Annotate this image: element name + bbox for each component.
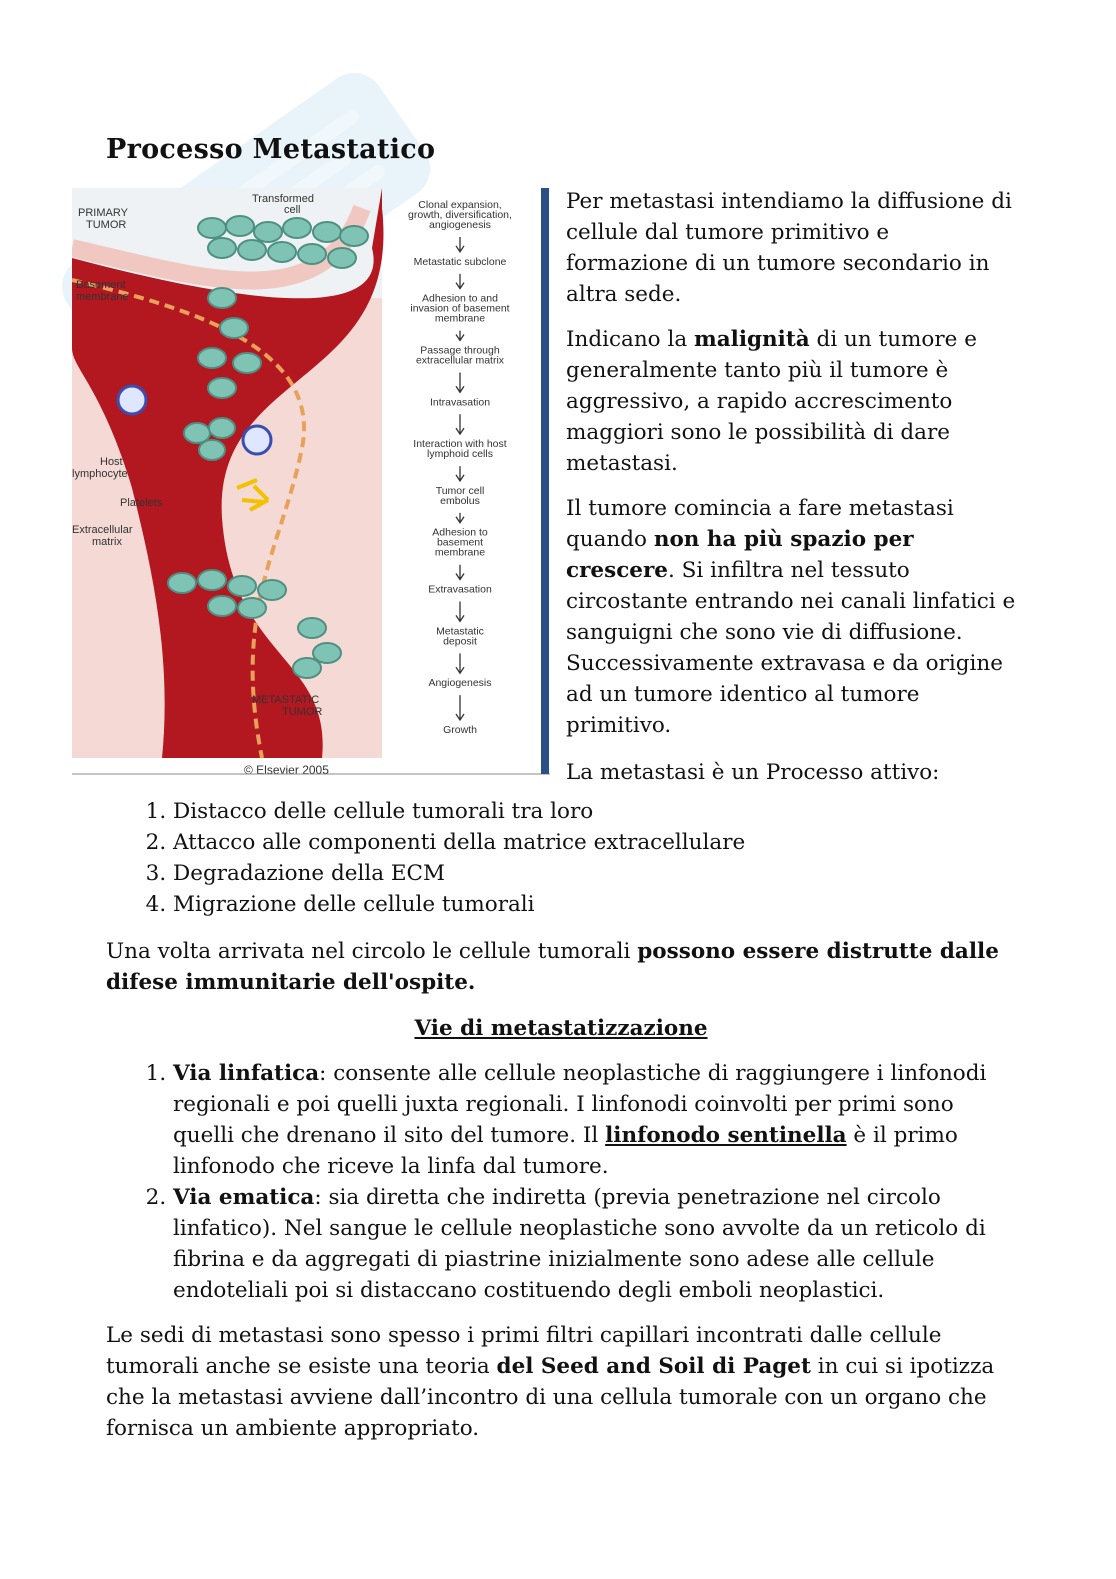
list-item: 1. Via linfatica: consente alle cellule neoplastiche di raggiungere i linfonodi regionali e poi quelli juxta regionali. I linfonodi coinvolti per primi sono quelli che drenano il sito del tumore. Il linfonodo sentinella è il primo linfonodo che riceve la linfa dal tumore. xyxy=(173,1058,1016,1182)
intro-paragraph-4: La metastasi è un Processo attivo: xyxy=(566,760,940,785)
figure-step-label: extracellular matrix xyxy=(415,354,505,367)
figure-step-label: growth, diversification, xyxy=(408,209,512,221)
metastasis-figure xyxy=(72,188,550,778)
figure-step-label: angiogenesis xyxy=(429,219,491,231)
figure-step-arrow xyxy=(456,653,464,673)
figure-step-label: Interaction with host xyxy=(413,438,507,451)
intro-paragraph-3: Il tumore comincia a fare metastasi quando non ha più spazio per crescere. Si infiltra nel tessuto circostante entrando nei canali linfatici e sanguigni che sono vie di diffusione. Successivamente extravasa e da origine ad un tumore identico al tumore primitivo. xyxy=(566,496,1016,738)
intro-paragraph-2: Indicano la malignità di un tumore e generalmente tanto più il tumore è aggressivo, a rapido accrescimento maggiori sono le possibilità di dare metastasi. xyxy=(566,327,977,476)
label-basement-membrane: Basement xyxy=(76,279,126,291)
figure-step-label: Passage through xyxy=(420,344,500,357)
svg-text:cell: cell xyxy=(284,204,301,216)
main-body xyxy=(106,796,1016,1444)
list-item: 2. Via ematica: sia diretta che indiretta (previa penetrazione nel circolo linfatico). Nel sangue le cellule neoplastiche sono avvolte da un reticolo di fibrina e da aggregati di piastrine inizialmente sono adese alle cellule endoteliali poi si distaccano costituendo degli emboli neoplastici. xyxy=(173,1182,1016,1306)
figure-step-arrow xyxy=(456,372,464,392)
figure-step-label: Tumor cell xyxy=(435,484,485,497)
label-host-lymphocyte: Host xyxy=(100,456,123,468)
figure-step-label: Adhesion to and xyxy=(422,292,498,305)
figure-step-arrow xyxy=(456,695,464,720)
figure-step-label: Extravasation xyxy=(428,583,492,596)
figure-step-label: Intravasation xyxy=(429,396,491,409)
page-title: Processo Metastatico xyxy=(106,134,436,165)
label-transformed-cell: Transformed xyxy=(252,193,314,205)
figure-step-arrow xyxy=(456,602,464,622)
svg-text:matrix: matrix xyxy=(92,536,122,548)
figure-step-label: membrane xyxy=(434,546,486,559)
figure-step-label: membrane xyxy=(434,312,486,325)
sedi-paragraph: Le sedi di metastasi sono spesso i primi filtri capillari incontrati dalle cellule tumorali anche se esiste una teoria del Seed and Soil di Paget in cui si ipotizza che la metastasi avviene dall’incontro di una cellula tumorale con un organo che fornisca un ambiente appropriato. xyxy=(106,1323,995,1441)
figure-step-arrow xyxy=(456,466,464,481)
figure-step-label: deposit xyxy=(443,635,477,648)
list-item: 1. Distacco delle cellule tumorali tra loro xyxy=(173,796,1016,827)
figure-step-arrow xyxy=(456,565,464,580)
figure-step-arrow xyxy=(456,331,464,341)
label-platelets: Platelets xyxy=(120,497,163,509)
list-item: 3. Degradazione della ECM xyxy=(173,858,1016,889)
figure-step-arrow xyxy=(456,237,464,252)
figure-step-label: Metastatic xyxy=(436,625,484,638)
figure-step-label: Clonal expansion, xyxy=(418,199,502,211)
intro-paragraph-1: Per metastasi intendiamo la diffusione di cellule dal tumore primitivo e formazione di un tumore secondario in altra sede. xyxy=(566,189,1012,307)
process-steps-list xyxy=(106,796,1016,920)
label-metastatic-tumor: METASTATIC xyxy=(252,694,320,706)
list-item: 2. Attacco alle componenti della matrice extracellulare xyxy=(173,827,1016,858)
section-heading: Vie di metastatizzazione xyxy=(414,1016,708,1041)
figure-step-label: Growth xyxy=(443,724,477,736)
svg-text:TUMOR: TUMOR xyxy=(282,706,323,718)
figure-step-label: embolus xyxy=(440,494,480,507)
figure-step-label: Metastatic subclone xyxy=(413,255,507,268)
svg-text:TUMOR: TUMOR xyxy=(86,219,127,231)
svg-text:lymphocyte: lymphocyte xyxy=(72,468,128,480)
figure-copyright: © Elsevier 2005 xyxy=(244,763,329,777)
svg-text:membrane: membrane xyxy=(76,291,129,303)
figure-step-arrow xyxy=(456,414,464,434)
vie-list xyxy=(106,1058,1016,1306)
intro-text xyxy=(566,186,1016,802)
figure-step-label: invasion of basement xyxy=(410,302,510,315)
figure-side-bar xyxy=(541,188,549,774)
figure-step-label: Angiogenesis xyxy=(428,677,492,690)
circolo-paragraph: Una volta arrivata nel circolo le cellule tumorali possono essere distrutte dalle difese immunitarie dell'ospite. xyxy=(106,939,999,995)
figure-step-label: Adhesion to xyxy=(432,526,488,539)
list-item: 4. Migrazione delle cellule tumorali xyxy=(173,889,1016,920)
figure-step-arrow xyxy=(456,513,464,523)
figure-step-arrow xyxy=(456,274,464,289)
label-extracellular-matrix: Extracellular xyxy=(72,524,133,536)
label-primary-tumor: PRIMARY xyxy=(78,207,128,219)
figure-step-label: basement xyxy=(436,536,484,549)
figure-step-label: lymphoid cells xyxy=(427,448,493,461)
